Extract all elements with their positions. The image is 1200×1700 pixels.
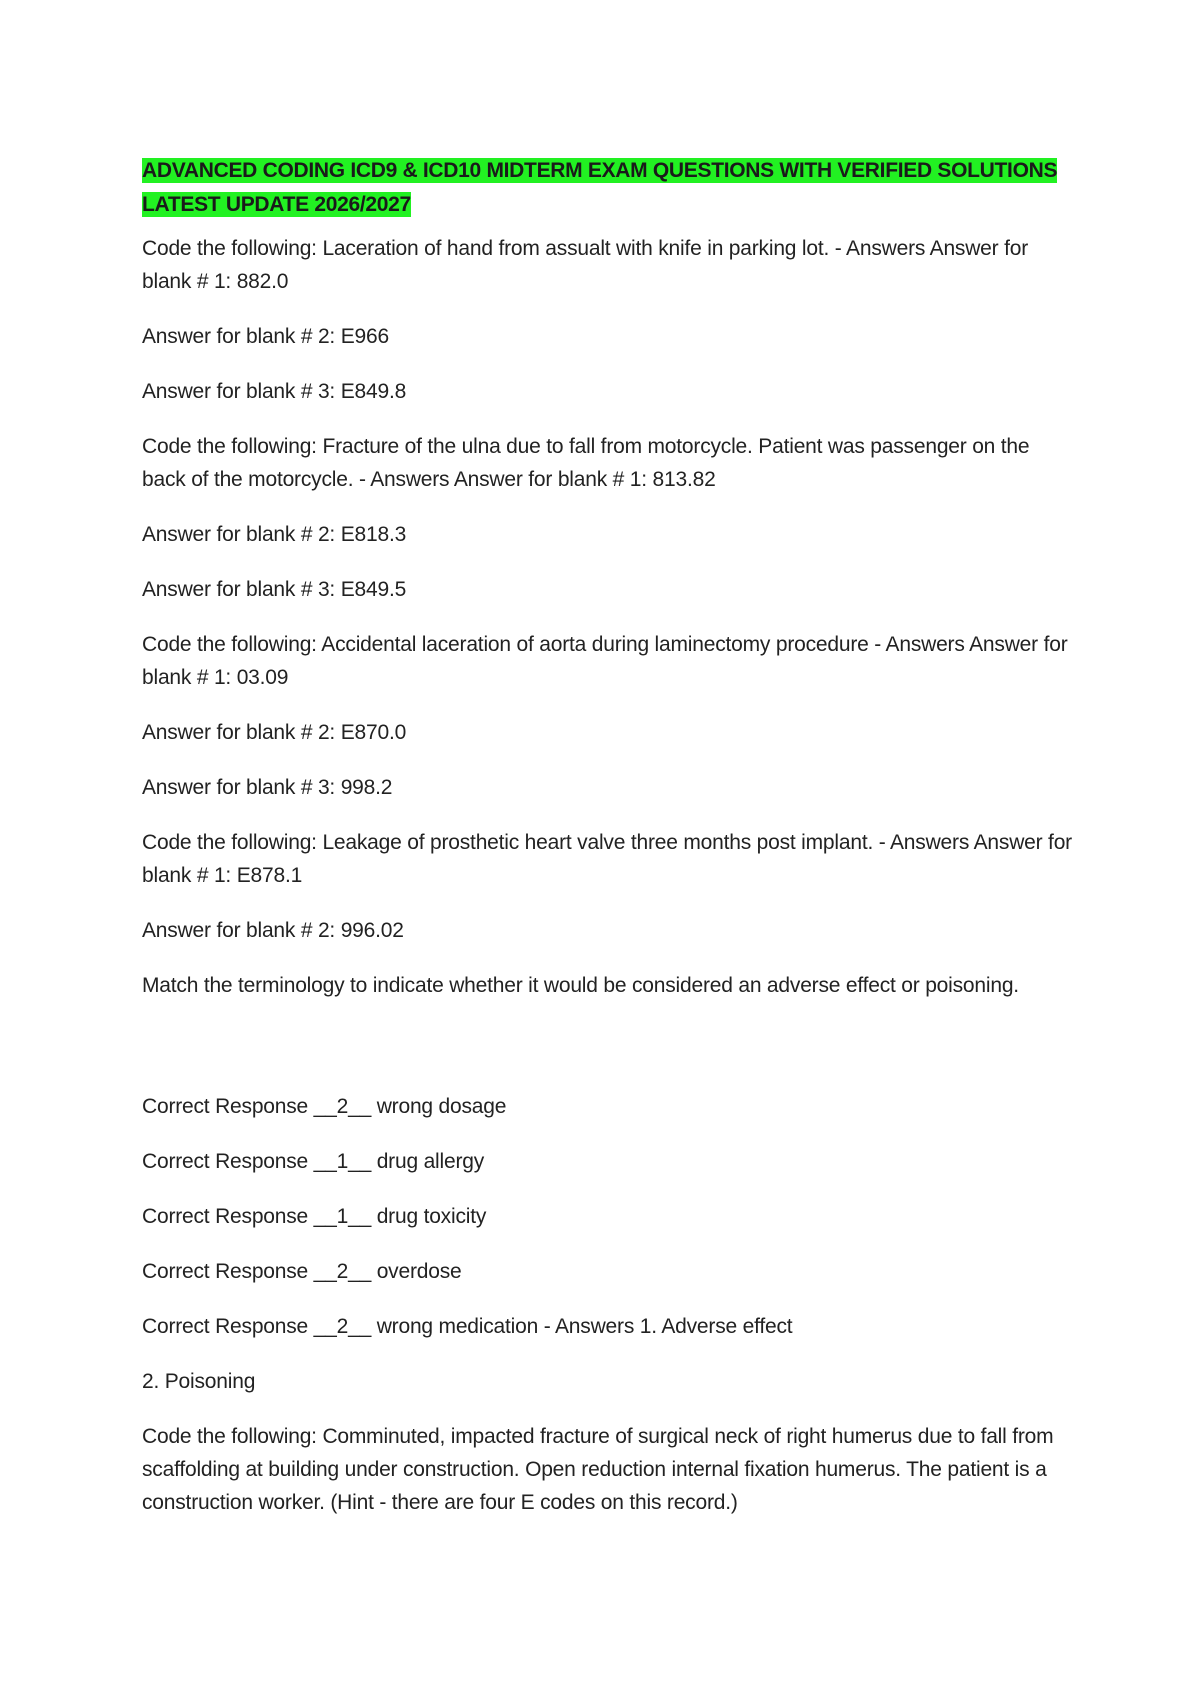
paragraph: Correct Response __2__ wrong dosage <box>142 1095 507 1118</box>
paragraph: Code the following: Fracture of the ulna due to fall from motorcycle. Patient was passenger on the back of the motorcycle. - Answers Answer for blank # 1: 813.82 <box>142 435 1030 491</box>
paragraph: Answer for blank # 3: E849.5 <box>142 578 407 601</box>
paragraph: Correct Response __2__ wrong medication - Answers 1. Adverse effect <box>142 1315 793 1338</box>
title-highlight: ADVANCED CODING ICD9 & ICD10 MIDTERM EXAM QUESTIONS WITH VERIFIED SOLUTIONS LATEST UPDATE 2026/2027 <box>142 159 1058 216</box>
paragraph: 2. Poisoning <box>142 1370 256 1393</box>
paragraph: Correct Response __2__ overdose <box>142 1260 462 1283</box>
document-page <box>142 154 1072 1541</box>
content-block-a <box>142 232 1072 1002</box>
paragraph: Answer for blank # 2: 996.02 <box>142 919 404 942</box>
paragraph: Correct Response __1__ drug allergy <box>142 1150 485 1173</box>
paragraph: Code the following: Leakage of prosthetic heart valve three months post implant. - Answers Answer for blank # 1: E878.1 <box>142 831 1072 887</box>
paragraph: Answer for blank # 2: E818.3 <box>142 523 407 546</box>
paragraph: Correct Response __1__ drug toxicity <box>142 1205 487 1228</box>
paragraph: Answer for blank # 3: 998.2 <box>142 776 393 799</box>
paragraph: Code the following: Comminuted, impacted fracture of surgical neck of right humerus due to fall from scaffolding at building under construction. Open reduction internal fixation humerus. The patient is a construction worker. (Hint - there are four E codes on this record.) <box>142 1425 1054 1514</box>
paragraph: Match the terminology to indicate whether it would be considered an adverse effect or poisoning. <box>142 974 1019 997</box>
paragraph: Code the following: Laceration of hand from assualt with knife in parking lot. - Answers Answer for blank # 1: 882.0 <box>142 237 1028 293</box>
content-block-b <box>142 1090 1072 1519</box>
document-title <box>142 154 1072 222</box>
blank-spacer <box>142 1024 1072 1090</box>
paragraph: Answer for blank # 2: E870.0 <box>142 721 407 744</box>
paragraph: Answer for blank # 3: E849.8 <box>142 380 407 403</box>
paragraph: Answer for blank # 2: E966 <box>142 325 389 348</box>
paragraph: Code the following: Accidental laceration of aorta during laminectomy procedure - Answers Answer for blank # 1: 03.09 <box>142 633 1068 689</box>
